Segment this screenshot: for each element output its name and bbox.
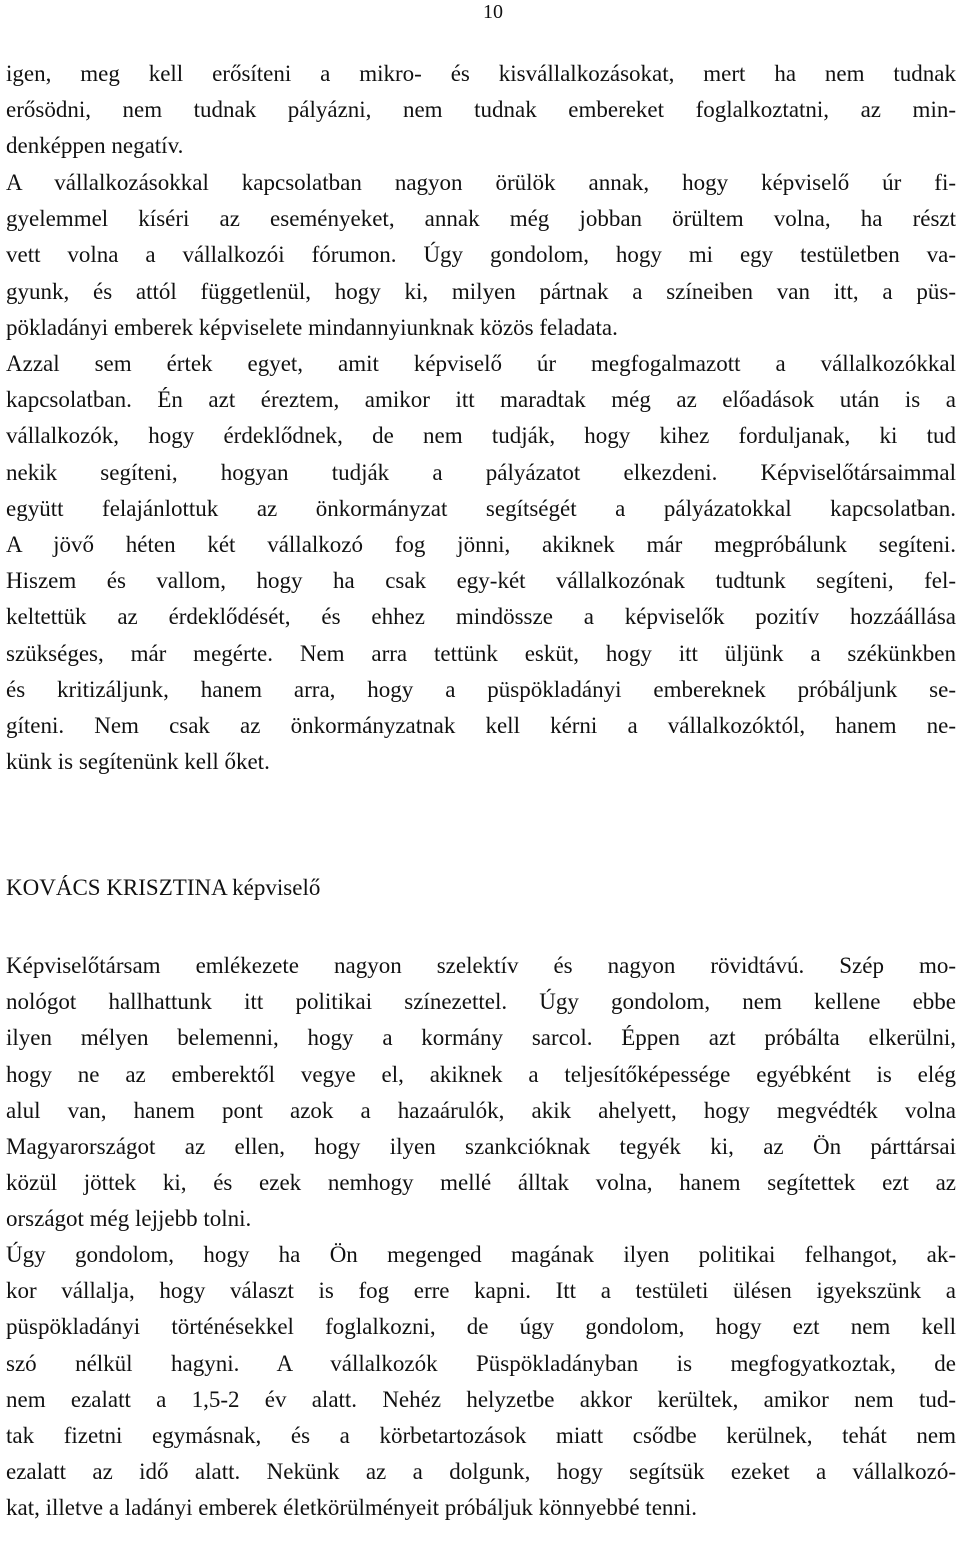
text-line: Hiszem és vallom, hogy ha csak egy-két vállalkozónak tudtunk segíteni, fel- <box>6 568 956 594</box>
text-line: nológot hallhattunk itt politikai színezettel. Úgy gondolom, nem kellene ebbe <box>6 989 956 1015</box>
text-line: pökladányi emberek képviselete mindannyiunknak közös feladata. <box>6 314 618 340</box>
text-line: és kritizáljunk, hanem arra, hogy a püspökladányi embereknek próbáljunk se- <box>6 676 956 702</box>
text-line: vett volna a vállalkozói fórumon. Úgy gondolom, hogy mi egy testületben va- <box>6 242 956 268</box>
text-line: A vállalkozásokkal kapcsolatban nagyon örülök annak, hogy képviselő úr fi- <box>6 170 956 195</box>
text-line: A jövő héten két vállalkozó fog jönni, akiknek már megpróbálunk segíteni. <box>6 532 956 558</box>
text-line: együtt felajánlottuk az önkormányzat segítségét a pályázatokkal kapcsolatban. <box>6 495 956 521</box>
text-line: hogy ne az emberektől vegye el, akiknek a teljesítőképessége egyébként is elég <box>6 1061 956 1087</box>
text-line: vállalkozók, hogy érdeklődnek, de nem tudják, hogy kihez forduljanak, ki tud <box>6 423 956 449</box>
text-line: országot még lejjebb tolni. <box>6 1206 252 1232</box>
paragraph-kovacs-response <box>6 948 956 1238</box>
text-line: tak fizetni egymásnak, és a körbetartozások miatt csődbe kerülnek, tehát nem <box>6 1423 956 1449</box>
text-line: kor vállalja, hogy választ is fog erre kapni. Itt a testületi ülésen igyekszünk a <box>6 1278 956 1304</box>
paragraph-egyet-nem-ertes <box>6 346 956 780</box>
paragraph-kovacs-conclusion <box>6 1237 956 1527</box>
text-line: denképpen negatív. <box>6 133 184 159</box>
text-line: püspökladányi történésekkel foglalkozni, de úgy gondolom, hogy ezt nem kell <box>6 1314 956 1340</box>
text-line: kapcsolatban. Én azt éreztem, amikor itt maradtak még az előadások után is a <box>6 387 956 413</box>
text-line: erősödni, nem tudnak pályázni, nem tudnak embereket foglalkoztatni, az min- <box>6 97 956 123</box>
text-line: nem ezalatt a 1,5-2 év alatt. Nehéz helyzetbe akkor kerültek, amikor nem tud- <box>6 1386 956 1412</box>
text-line: igen, meg kell erősíteni a mikro- és kisvállalkozásokat, mert ha nem tudnak <box>6 61 956 86</box>
text-line: Képviselőtársam emlékezete nagyon szelektív és nagyon rövidtávú. Szép mo- <box>6 953 956 978</box>
paragraph-vallalkozasok <box>6 165 956 346</box>
text-line: közül jöttek ki, és ezek nemhogy mellé álltak volna, hanem segítettek ezt az <box>6 1170 956 1196</box>
text-line: Úgy gondolom, hogy ha Ön megenged magának ilyen politikai felhangot, ak- <box>6 1242 956 1267</box>
text-line: gyelemmel kíséri az eseményeket, annak még jobban örültem volna, ha részt <box>6 206 956 232</box>
text-line: gíteni. Nem csak az önkormányzatnak kell kérni a vállalkozóktól, hanem ne- <box>6 713 956 739</box>
text-line: gyunk, és attól függetlenül, hogy ki, milyen pártnak a színeiben van itt, a püs- <box>6 278 956 304</box>
page-number: 10 <box>483 1 503 23</box>
speaker-heading: KOVÁCS KRISZTINA képviselő <box>6 875 321 900</box>
text-line: keltettük az érdeklődését, és ehhez mindössze a képviselők pozitív hozzáállása <box>6 604 956 630</box>
text-line: nekik segíteni, hogyan tudják a pályázatot elkezdeni. Képviselőtársaimmal <box>6 459 956 485</box>
text-line: Azzal sem értek egyet, amit képviselő úr megfogalmazott a vállalkozókkal <box>6 351 956 376</box>
text-line: szükséges, már megérte. Nem arra tettünk esküt, hogy itt üljünk a székünkben <box>6 640 956 666</box>
paragraph-intro <box>6 56 956 165</box>
text-line: kat, illetve a ladányi emberek életkörülményeit próbáljuk könnyebbé tenni. <box>6 1495 698 1521</box>
text-line: ilyen mélyen belemenni, hogy a kormány sarcol. Éppen azt próbálta elkerülni, <box>6 1025 956 1051</box>
text-line: szó nélkül hagyni. A vállalkozók Püspökladányban is megfogyatkoztak, de <box>6 1350 956 1376</box>
text-line: alul van, hanem pont azok a hazaárulók, akik ahelyett, hogy megvédték volna <box>6 1097 956 1123</box>
text-line: Magyarországot az ellen, hogy ilyen szankcióknak tegyék ki, az Ön párttársai <box>6 1134 956 1160</box>
text-line: künk is segítenünk kell őket. <box>6 749 270 775</box>
text-line: ezalatt az idő alatt. Nekünk az a dolgunk, hogy segítsük ezeket a vállalkozó- <box>6 1459 956 1485</box>
